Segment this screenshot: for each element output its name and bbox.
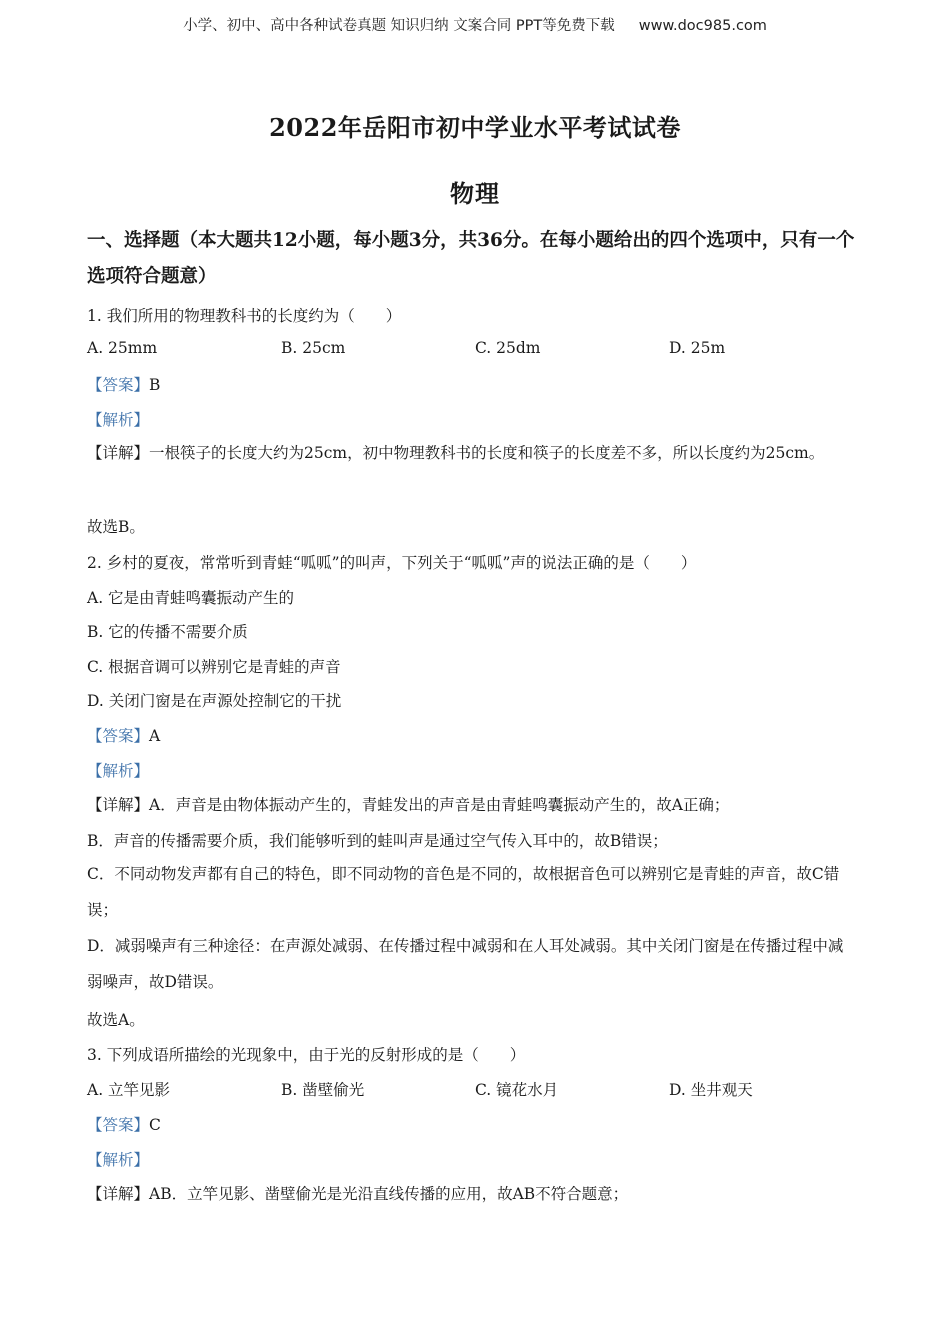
q2-answer-value: A xyxy=(149,727,161,745)
q3-option-d: D. 坐井观天 xyxy=(669,1081,753,1099)
q3-detail-ab xyxy=(87,1182,628,1204)
q2-detail-a xyxy=(87,793,729,815)
exam-subject: 物理 xyxy=(450,179,500,208)
q2-detail-b: B．声音的传播需要介质，我们能够听到的蛙叫声是通过空气传入耳中的，故B错误； xyxy=(87,832,668,850)
q2-analysis-label: 【解析】 xyxy=(87,762,150,780)
q2-option-a: A. 它是由青蛙鸣囊振动产生的 xyxy=(87,589,295,607)
q3-option-a: A. 立竿见影 xyxy=(87,1081,171,1099)
header-promo-text: 小学、初中、高中各种试卷真题 知识归纳 文案合同 PPT等免费下载 xyxy=(183,18,615,34)
q1-option-d: D. 25m xyxy=(669,339,726,357)
q3-option-b: B. 凿壁偷光 xyxy=(281,1081,365,1099)
q1-analysis-label: 【解析】 xyxy=(87,411,150,429)
answer-label: 【答案】 xyxy=(87,1116,150,1134)
q3-analysis-label: 【解析】 xyxy=(87,1151,150,1169)
q2-conclusion: 故选A。 xyxy=(87,1011,145,1029)
q2-option-c: C. 根据音调可以辨别它是青蛙的声音 xyxy=(87,658,341,676)
q2-stem: 2. 乡村的夏夜，常常听到青蛙“呱呱”的叫声，下列关于“呱呱”声的说法正确的是（ ） xyxy=(87,554,697,572)
q2-detail-c: C．不同动物发声都有自己的特色，即不同动物的音色是不同的，故根据音色可以辨别它是青蛙的声音，故C错误； xyxy=(87,865,840,919)
q1-answer-value: B xyxy=(149,376,161,394)
q1-option-a: A. 25mm xyxy=(87,339,158,357)
page-header xyxy=(0,14,950,35)
q3-stem: 3. 下列成语所描绘的光现象中，由于光的反射形成的是（ ） xyxy=(87,1046,526,1064)
answer-label: 【答案】 xyxy=(87,727,150,745)
detail-label: 【详解】 xyxy=(87,444,150,462)
q3-answer xyxy=(87,1113,161,1135)
q3-answer-value: C xyxy=(149,1116,161,1134)
detail-label: 【详解】 xyxy=(87,796,150,814)
q3-option-c: C. 镜花水月 xyxy=(475,1081,559,1099)
q1-detail xyxy=(87,435,857,471)
q1-detail-text: 一根筷子的长度大约为25cm，初中物理教科书的长度和筷子的长度差不多，所以长度约为25cm。 xyxy=(149,444,825,462)
answer-label: 【答案】 xyxy=(87,376,150,394)
q2-detail-d: D．减弱噪声有三种途径：在声源处减弱、在传播过程中减弱和在人耳处减弱。其中关闭门窗是在传播过程中减弱噪声，故D错误。 xyxy=(87,937,844,991)
q1-option-c: C. 25dm xyxy=(475,339,541,357)
q2-answer xyxy=(87,724,160,746)
detail-label: 【详解】 xyxy=(87,1185,150,1203)
q1-stem: 1. 我们所用的物理教科书的长度约为（ ） xyxy=(87,307,402,325)
q2-option-b: B. 它的传播不需要介质 xyxy=(87,623,248,641)
q1-conclusion: 故选B。 xyxy=(87,518,145,536)
section-heading: 一、选择题（本大题共12小题，每小题3分，共36分。在每小题给出的四个选项中，只有一个选项符合题意） xyxy=(87,230,855,287)
header-site-link[interactable]: www.doc985.com xyxy=(638,18,767,34)
q1-answer xyxy=(87,373,160,395)
q2-detail-a-text: A．声音是由物体振动产生的，青蛙发出的声音是由青蛙鸣囊振动产生的，故A正确； xyxy=(149,796,730,814)
q2-option-d: D. 关闭门窗是在声源处控制它的干扰 xyxy=(87,692,342,710)
q3-detail-ab-text: AB．立竿见影、凿壁偷光是光沿直线传播的应用，故AB不符合题意； xyxy=(149,1185,629,1203)
q1-option-b: B. 25cm xyxy=(281,339,346,357)
exam-title: 2022年岳阳市初中学业水平考试试卷 xyxy=(269,113,681,142)
